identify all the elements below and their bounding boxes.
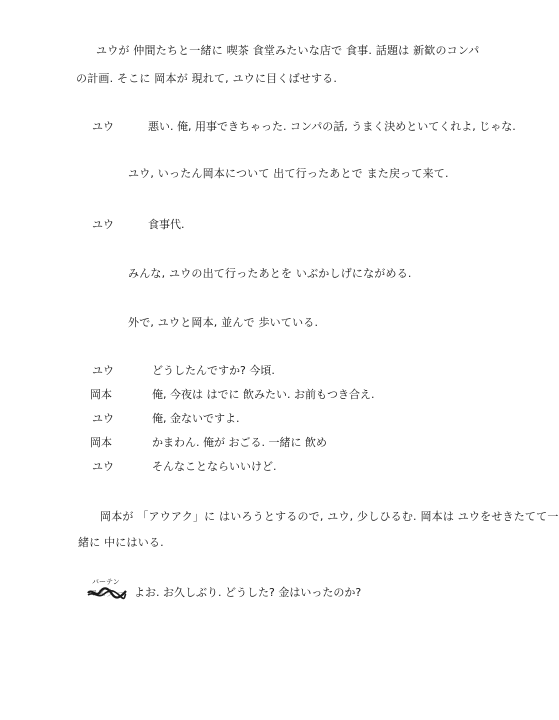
stage-direction-1-line-2: の計画. そこに 岡本が 現れて, ユウに目くばせする. [76, 72, 338, 85]
speaker-ruby: バーテン [92, 578, 120, 586]
dialogue-line: かまわん. 俺が おごる. 一緒に 飲め [152, 436, 327, 449]
struck-speaker-text: マスター [88, 589, 125, 599]
stage-direction-5-line-2: 緒に 中にはいる. [78, 536, 164, 549]
speaker-label: ユウ [92, 364, 114, 377]
dialogue-line: よお. お久しぶり. どうした? 金はいったのか? [134, 586, 362, 599]
speaker-label: ユウ [92, 460, 114, 473]
stage-direction-3: みんな, ユウの出て行ったあとを いぶかしげにながめる. [128, 267, 412, 280]
speaker-label: 岡本 [90, 436, 112, 449]
stage-direction-1-line-1: ユウが 仲間たちと一緒に 喫茶 食堂みたいな店で 食事. 話題は 新歓のコンパ [96, 44, 480, 57]
speaker-label: ユウ [92, 120, 114, 133]
stage-direction-2: ユウ, いったん岡本について 出て行ったあとで また戻って来て. [128, 167, 449, 180]
stage-direction-4: 外で, ユウと岡本, 並んで 歩いている. [128, 316, 319, 329]
speaker-label: ユウ [92, 218, 114, 231]
stage-direction-5-line-1: 岡本が 「アウアク」に はいろうとするので, ユウ, 少しひるむ. 岡本は ユウをせきたてて一 [100, 510, 559, 523]
dialogue-line: 悪い. 俺, 用事できちゃった. コンパの話, うまく決めといてくれよ, じゃな. [148, 120, 516, 133]
dialogue-line: どうしたんですか? 今頃. [152, 364, 275, 377]
dialogue-line: 俺, 金ないですよ. [152, 412, 240, 425]
strikeout-scribble [86, 585, 128, 601]
speaker-label: 岡本 [90, 388, 112, 401]
speaker-label: ユウ [92, 412, 114, 425]
dialogue-line: 食事代. [148, 218, 185, 231]
dialogue-line: 俺, 今夜は はでに 飲みたい. お前もつき合え. [152, 388, 375, 401]
dialogue-line: そんなことならいいけど. [152, 460, 277, 473]
